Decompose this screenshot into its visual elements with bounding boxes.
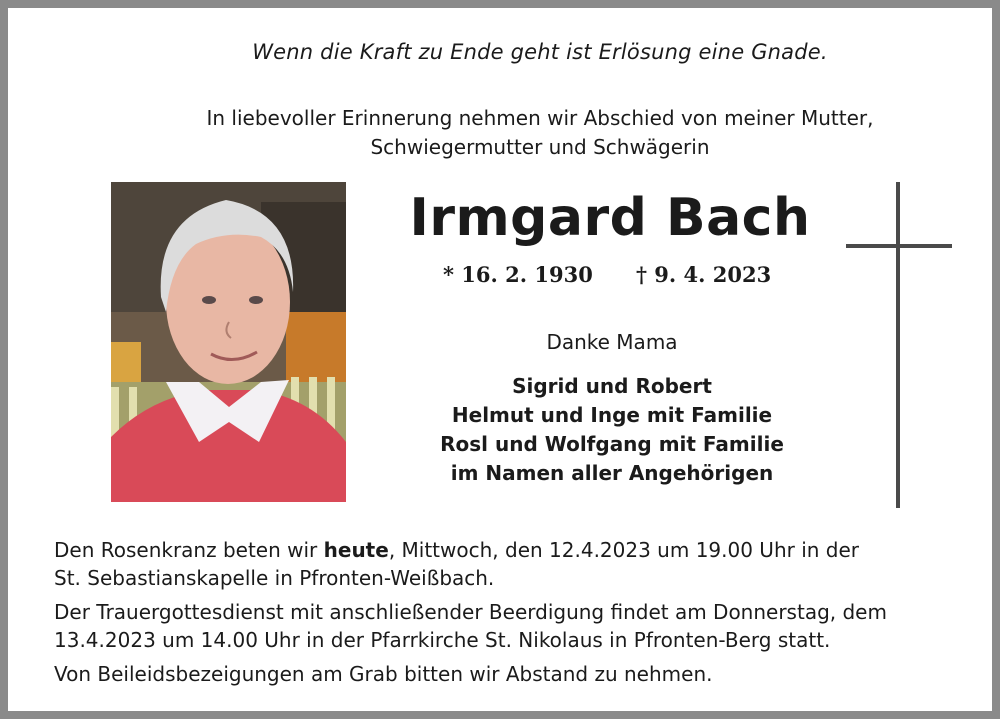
funeral-line-2: 13.4.2023 um 14.00 Uhr in der Pfarrkirche St. Nikolaus in Pfronten-Berg statt. [54, 628, 831, 652]
signer-line: im Namen aller Angehörigen [450, 461, 774, 485]
funeral-notice [54, 598, 974, 654]
signer-line: Sigrid und Robert [512, 374, 712, 398]
rosary-notice [54, 536, 974, 592]
rosary-text-start: Den Rosenkranz beten wir [54, 538, 324, 562]
rosary-day-highlight: heute [323, 538, 389, 562]
signers-list [420, 372, 804, 488]
service-notices [54, 536, 974, 694]
portrait-photo [111, 182, 346, 502]
deceased-name: Irmgard Bach [409, 188, 811, 248]
condolence-notice: Von Beileidsbezeigungen am Grab bitten wir Abstand zu nehmen. [54, 662, 713, 686]
funeral-line-1: Der Trauergottesdienst mit anschließender Beerdigung findet am Donnerstag, dem [54, 600, 887, 624]
thanks-line: Danke Mama [546, 330, 678, 354]
motto-line: Wenn die Kraft zu Ende geht ist Erlösung eine Gnade. [252, 40, 828, 64]
birth-date: * 16. 2. 1930 [443, 262, 593, 287]
rosary-text-end: , Mittwoch, den 12.4.2023 um 19.00 Uhr in der [388, 538, 860, 562]
intro-line-1: In liebevoller Erinnerung nehmen wir Abschied von meiner Mutter, [206, 106, 874, 130]
intro-line-2: Schwiegermutter und Schwägerin [370, 135, 710, 159]
signer-line: Rosl und Wolfgang mit Familie [440, 432, 784, 456]
intro-text [0, 104, 1000, 162]
rosary-location: St. Sebastianskapelle in Pfronten-Weißbach. [54, 566, 495, 590]
death-date: † 9. 4. 2023 [636, 262, 772, 287]
cross-icon [846, 182, 956, 512]
signer-line: Helmut und Inge mit Familie [451, 403, 773, 427]
